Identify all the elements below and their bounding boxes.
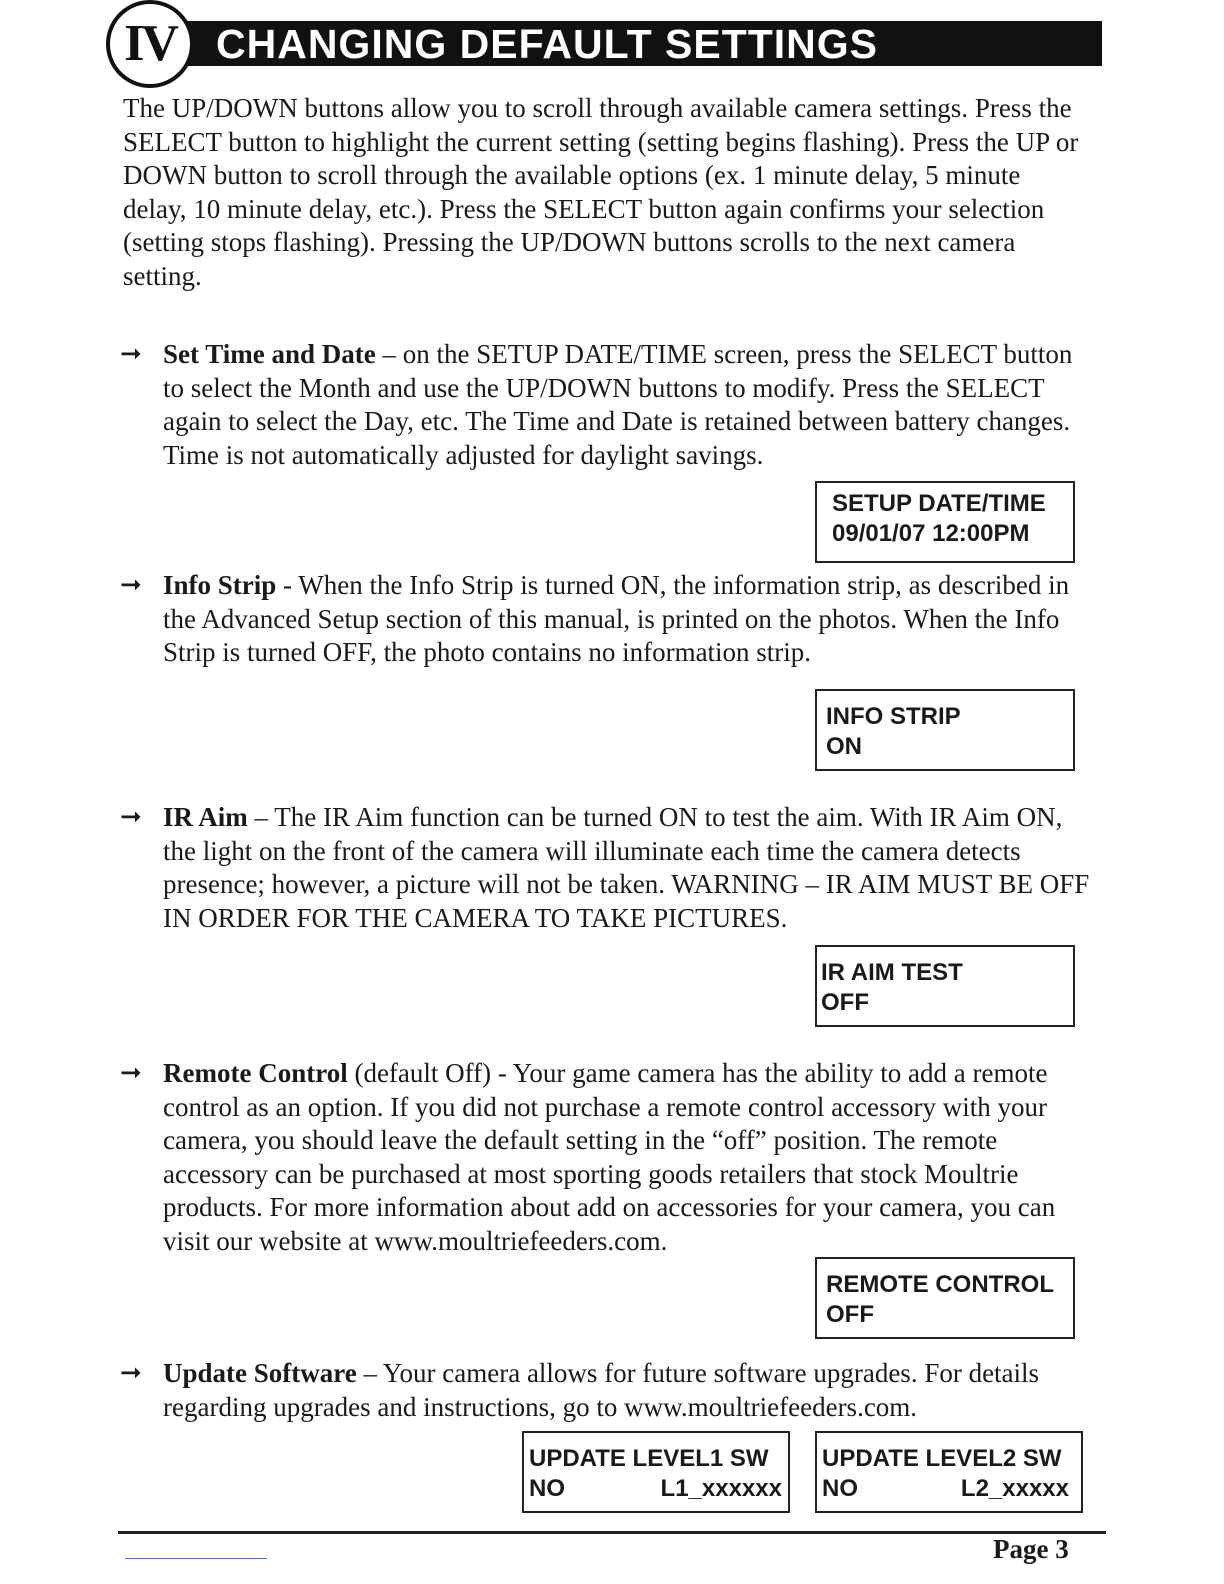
lcd-ir-aim — [815, 945, 1075, 1027]
setting-remote-control — [120, 1057, 1090, 1258]
setting-text — [163, 338, 1090, 472]
lcd-line-2 — [822, 1474, 1069, 1504]
lcd-value-left: NO — [529, 1475, 565, 1502]
section-numeral: IV — [124, 15, 176, 72]
arrow-icon: ➞ — [120, 802, 142, 832]
setting-info-strip — [120, 569, 1090, 670]
arrow-icon: ➞ — [120, 570, 142, 600]
setting-body: - When the Info Strip is turned ON, the information strip, as described in the Advanced Setup section of this manual, is printed on the photos. When the Info Strip is turned OFF, the photo contains no information strip. — [163, 570, 1070, 667]
setting-body: – The IR Aim function can be turned ON to test the aim. With IR Aim ON, the light on the front of the camera will illuminate each time the camera detects presence; however, a picture will not be taken. WARNING – IR AIM MUST BE OFF IN ORDER FOR THE CAMERA TO TAKE PICTURES. — [163, 802, 1090, 933]
setting-text — [163, 1057, 1090, 1258]
lcd-line-1: SETUP DATE/TIME — [832, 490, 1046, 517]
setting-time-date — [120, 338, 1090, 472]
lcd-line-1: IR AIM TEST — [821, 959, 963, 986]
setting-text — [163, 801, 1090, 935]
setting-text — [163, 569, 1090, 670]
lcd-update-level2 — [815, 1431, 1083, 1513]
lcd-line-2: ON — [826, 733, 862, 760]
intro-paragraph: The UP/DOWN buttons allow you to scroll through available camera settings. Press the SELECT button to highlight the current setting (setting begins flashing). Press the UP or DOWN button to scroll through the available options (ex. 1 minute delay, 5 minute delay, 10 minute delay, etc.). Press the SELECT button again confirms your selection (setting stops flashing). Pressing the UP/DOWN buttons scrolls to the next camera setting. — [123, 93, 1079, 291]
lcd-line-2: 09/01/07 12:00PM — [832, 520, 1030, 547]
setting-ir-aim — [120, 801, 1090, 935]
lcd-line-1: INFO STRIP — [826, 703, 961, 730]
lcd-line-1: REMOTE CONTROL — [826, 1271, 1054, 1298]
page-number: Page 3 — [993, 1534, 1069, 1564]
lcd-value-right: L1_xxxxxx — [660, 1475, 782, 1502]
footer-underline — [125, 1558, 267, 1559]
setting-title: Info Strip — [163, 570, 277, 600]
arrow-icon: ➞ — [120, 1058, 142, 1088]
setting-body: (default Off) - Your game camera has the ability to add a remote control as an option. If you did not purchase a remote control accessory with your camera, you should leave the default setting in the “off” position. The remote accessory can be purchased at most sporting goods retailers that stock Moultrie products. For more information about add on accessories for your camera, you can visit our website at www.moultriefeeders.com. — [163, 1058, 1056, 1256]
lcd-line-2 — [529, 1474, 782, 1504]
page-title: CHANGING DEFAULT SETTINGS — [216, 21, 879, 67]
setting-title: Set Time and Date — [163, 339, 376, 369]
footer-rule — [118, 1531, 1106, 1534]
lcd-info-strip — [815, 689, 1075, 771]
setting-title: Update Software — [163, 1358, 357, 1388]
lcd-line-2: OFF — [826, 1301, 874, 1328]
lcd-value-left: NO — [822, 1475, 858, 1502]
setting-body: – Your camera allows for future software upgrades. For details regarding upgrades and instructions, go to www.moultriefeeders.com. — [163, 1358, 1040, 1422]
setting-title: Remote Control — [163, 1058, 348, 1088]
setting-update-software — [120, 1357, 1090, 1424]
arrow-icon: ➞ — [120, 1358, 142, 1388]
lcd-line-1: UPDATE LEVEL2 SW — [822, 1445, 1062, 1472]
lcd-update-level1 — [522, 1431, 790, 1513]
arrow-icon: ➞ — [120, 339, 142, 369]
section-badge — [106, 0, 194, 88]
setting-text — [163, 1357, 1090, 1424]
setting-body: – on the SETUP DATE/TIME screen, press the SELECT button to select the Month and use the UP/DOWN buttons to modify. Press the SELECT again to select the Day, etc. The Time and Date is retained between battery changes. Time is not automatically adjusted for daylight savings. — [163, 339, 1073, 470]
section-header — [106, 0, 1106, 92]
setting-title: IR Aim — [163, 802, 248, 832]
lcd-line-1: UPDATE LEVEL1 SW — [529, 1445, 769, 1472]
lcd-remote-control — [815, 1257, 1075, 1339]
lcd-value-right: L2_xxxxx — [960, 1475, 1069, 1502]
lcd-line-2: OFF — [821, 989, 869, 1016]
lcd-date-time — [815, 481, 1075, 563]
